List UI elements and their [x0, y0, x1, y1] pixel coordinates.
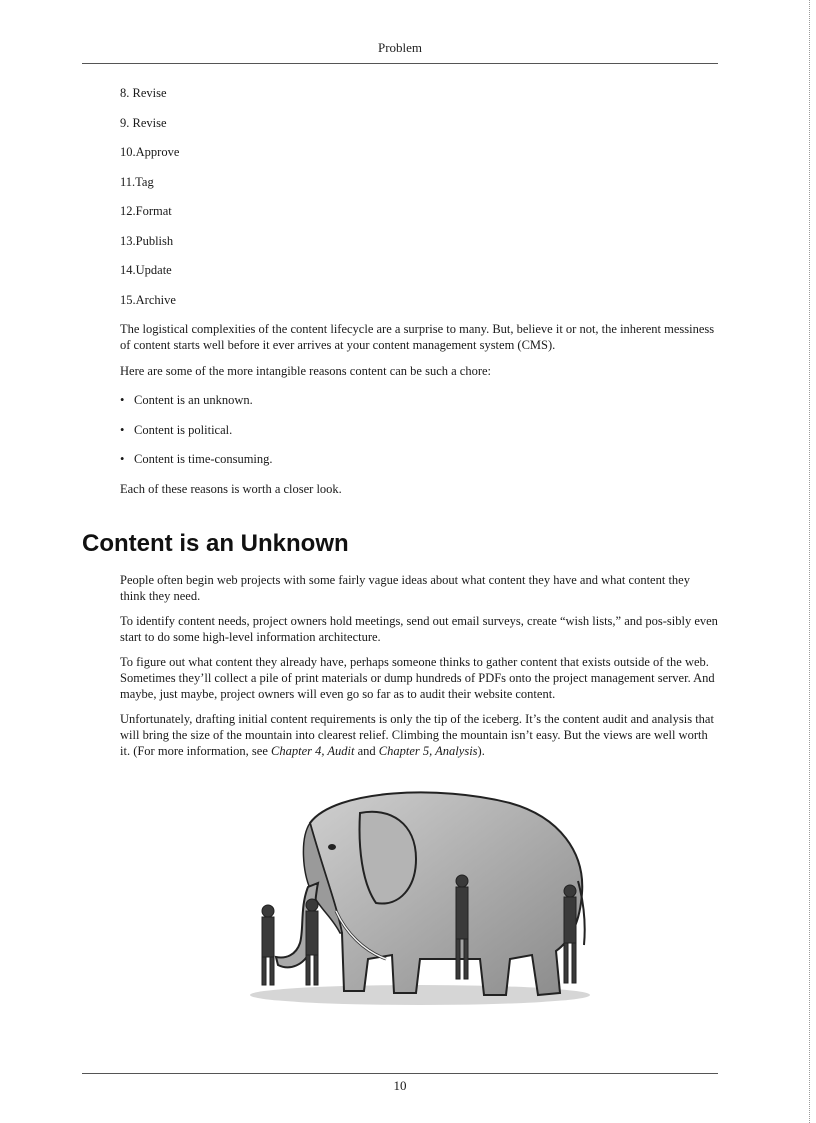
- text-run: ).: [477, 744, 485, 758]
- page-number: 10: [393, 1078, 407, 1093]
- list-item: 15.Archive: [120, 292, 176, 307]
- list-item: 10.Approve: [120, 145, 180, 159]
- list-item: 11.Tag: [120, 174, 154, 189]
- list-item: 12.Format: [120, 204, 172, 218]
- paragraph: To identify content needs, project owners hold meetings, send out email surveys, create “wish lists,” and pos-sibly even start to do some high-level information architecture.: [120, 614, 718, 644]
- header-rule: [82, 63, 718, 64]
- section-heading: Content is an Unknown: [82, 530, 349, 557]
- bullet-item: [120, 422, 718, 438]
- paragraph: People often begin web projects with some fairly vague ideas about what content they have and what content they think they need.: [120, 573, 690, 603]
- bullet-text: Content is an unknown.: [134, 393, 253, 407]
- paragraph: Each of these reasons is worth a closer look.: [120, 481, 342, 496]
- chapter-4-reference: Chapter 4, Audit: [271, 744, 355, 758]
- paragraph: [120, 711, 718, 759]
- bullet-item: [120, 392, 718, 408]
- list-item: 13.Publish: [120, 233, 174, 248]
- reasons-list: [120, 392, 718, 467]
- text-run: and: [354, 744, 379, 758]
- bullet-icon: •: [120, 452, 125, 466]
- paragraph: The logistical complexities of the content lifecycle are a surprise to many. But, believe it or not, the inherent messiness of content starts well before it ever arrives at your content management system (CMS).: [120, 322, 715, 352]
- paragraph: To figure out what content they already have, perhaps someone thinks to gather content that exists outside of the web. Sometimes they’ll collect a pile of print materials or dump hundreds of PDFs onto the project management server. And maybe, just maybe, project owners will even go so far as to audit their website content.: [120, 655, 715, 701]
- running-header: Problem: [377, 40, 423, 55]
- body-content: [120, 85, 718, 507]
- section-content: [120, 572, 718, 768]
- bullet-icon: •: [120, 393, 125, 407]
- bullet-item: [120, 451, 718, 467]
- elephant-illustration: [240, 783, 596, 1015]
- footer-rule: [82, 1073, 718, 1074]
- chapter-5-reference: Chapter 5, Analysis: [378, 744, 478, 758]
- bullet-text: Content is political.: [134, 422, 233, 437]
- list-item: 14.Update: [120, 263, 172, 277]
- bullet-text: Content is time-consuming.: [134, 452, 273, 466]
- bullet-icon: •: [120, 422, 125, 437]
- text-run: Unfortunately, drafting initial content requirements is only the tip of the iceberg. It’s the content audit and analysis that will bring the size of the mountain into clearest relief. Climbing the mountain isn’t easy. But the views are well worth it. (For more information, see: [120, 712, 714, 758]
- elephant-illustration-graphic: [240, 783, 596, 1015]
- list-item: 9. Revise: [120, 115, 167, 130]
- page-edge-rule: [809, 0, 810, 1123]
- list-item: 8. Revise: [120, 86, 167, 100]
- lifecycle-steps-list: [120, 85, 718, 308]
- paragraph: Here are some of the more intangible reasons content can be such a chore:: [120, 364, 492, 378]
